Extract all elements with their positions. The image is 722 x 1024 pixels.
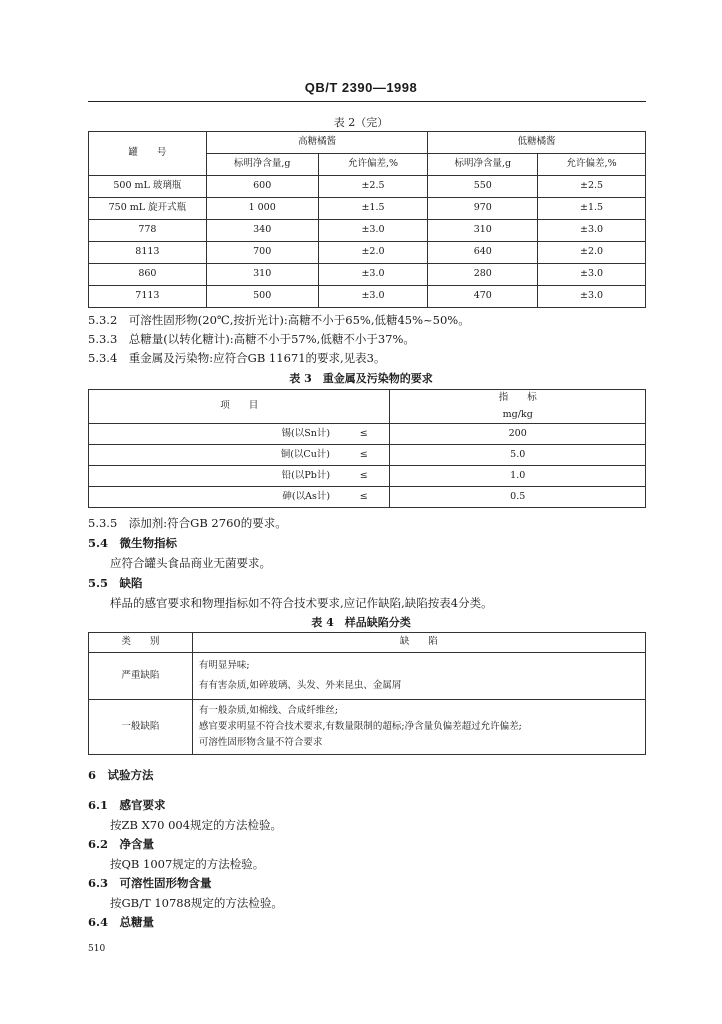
- table-cell: 5.0: [390, 445, 646, 466]
- table-cell: 200: [390, 424, 646, 445]
- table-cell: ±3.0: [318, 286, 428, 308]
- table-4-caption: 表 4 样品缺陷分类: [311, 616, 411, 629]
- table-row: [89, 176, 646, 198]
- table-cell: 0.5: [390, 487, 646, 508]
- clause-number: 5.4: [88, 536, 109, 550]
- table-row: [89, 286, 646, 308]
- clause-title: 缺陷: [119, 576, 143, 590]
- defect-line: 感官要求明显不符合技术要求,有数量限制的超标;净含量负偏差超过允许偏差;: [198, 721, 522, 732]
- table-cell: ≤: [338, 424, 390, 445]
- clause-number: 5.3.3: [88, 332, 118, 346]
- clause-number: 5.3.5: [88, 516, 118, 530]
- table-row: [89, 445, 646, 466]
- clause-number: 6.3: [88, 876, 109, 890]
- table-cell: 严重缺陷: [89, 653, 193, 700]
- clause-5-3-3: [88, 331, 415, 347]
- table-cell: 700: [206, 242, 318, 264]
- clause-number: 5.3.4: [88, 351, 118, 365]
- clause-6-3-heading: [88, 875, 212, 891]
- clause-5-4-heading: [88, 535, 177, 551]
- clause-5-3-2: [88, 312, 470, 328]
- page-number: 510: [88, 944, 106, 954]
- table-cell: 1 000: [206, 198, 318, 220]
- table-2-subheader: 允许偏差,%: [538, 154, 646, 176]
- table-cell: ±3.0: [538, 264, 646, 286]
- table-row: [89, 242, 646, 264]
- table-cell: ±3.0: [538, 220, 646, 242]
- table-cell: ±3.0: [318, 264, 428, 286]
- clause-number: 6: [88, 768, 97, 782]
- table-4: [88, 632, 646, 755]
- table-cell: 8113: [89, 242, 207, 264]
- running-header: QB/T 2390—1998: [304, 80, 418, 95]
- defect-line: 有明显异味;: [198, 660, 250, 671]
- table-cell: [192, 700, 645, 755]
- table-3-header-unit: mg/kg: [390, 407, 646, 424]
- table-cell: ±2.0: [538, 242, 646, 264]
- clause-title: 净含量: [119, 837, 155, 851]
- table-cell: ≤: [338, 466, 390, 487]
- defect-line: 有一般杂质,如棉线、合成纤维丝;: [198, 705, 339, 716]
- table-3-caption: 表 3 重金属及污染物的要求: [289, 372, 433, 385]
- clause-6-1-heading: [88, 797, 166, 813]
- table-cell: 1.0: [390, 466, 646, 487]
- table-3-header-index: 指 标: [390, 390, 646, 407]
- clause-5-3-5: [88, 515, 287, 531]
- table-2-header-can: 罐 号: [89, 132, 207, 176]
- clause-text: 添加剂:符合GB 2760的要求。: [128, 516, 287, 530]
- table-row: [89, 653, 646, 700]
- table-row: [89, 700, 646, 755]
- table-4-header-category: 类 别: [89, 633, 193, 653]
- clause-6-2-body: 按QB 1007规定的方法检验。: [110, 857, 265, 871]
- clause-text: 可溶性固形物(20℃,按折光计):高糖不小于65%,低糖45%~50%。: [128, 313, 470, 327]
- table-row: [89, 220, 646, 242]
- table-row: [89, 424, 646, 445]
- table-3-header-item: 项 目: [89, 390, 390, 424]
- clause-6-3-body: 按GB/T 10788规定的方法检验。: [110, 896, 283, 910]
- clause-6-4-heading: [88, 914, 154, 930]
- clause-title: 试验方法: [107, 768, 154, 782]
- table-cell: 砷(以As计): [89, 487, 339, 508]
- clause-number: 6.4: [88, 915, 109, 929]
- table-cell: 500 mL 玻璃瓶: [89, 176, 207, 198]
- clause-5-4-body: 应符合罐头食品商业无菌要求。: [110, 556, 271, 570]
- table-2: [88, 131, 646, 308]
- table-cell: 600: [206, 176, 318, 198]
- table-cell: ±2.0: [318, 242, 428, 264]
- table-cell: 750 mL 旋开式瓶: [89, 198, 207, 220]
- table-2-subheader: 标明净含量,g: [428, 154, 538, 176]
- clause-5-3-4: [88, 350, 386, 366]
- table-cell: ±3.0: [318, 220, 428, 242]
- clause-6-1-body: 按ZB X70 004规定的方法检验。: [110, 818, 283, 832]
- clause-number: 5.3.2: [88, 313, 118, 327]
- table-cell: 860: [89, 264, 207, 286]
- table-row: [89, 264, 646, 286]
- table-cell: 470: [428, 286, 538, 308]
- table-cell: ±1.5: [318, 198, 428, 220]
- table-cell: 970: [428, 198, 538, 220]
- defect-line: 有有害杂质,如碎玻璃、头发、外来昆虫、金属屑: [198, 680, 402, 691]
- table-cell: 310: [428, 220, 538, 242]
- table-2-subheader: 允许偏差,%: [318, 154, 428, 176]
- table-2-header-high: 高糖橘酱: [206, 132, 428, 154]
- table-2-caption: 表 2（完）: [333, 116, 389, 129]
- table-cell: ±3.0: [538, 286, 646, 308]
- table-cell: ≤: [338, 445, 390, 466]
- clause-text: 总糖量(以转化糖计):高糖不小于57%,低糖不小于37%。: [128, 332, 415, 346]
- table-cell: ±2.5: [538, 176, 646, 198]
- table-row: [89, 487, 646, 508]
- table-cell: 一般缺陷: [89, 700, 193, 755]
- table-2-header-low: 低糖橘酱: [428, 132, 646, 154]
- table-cell: 640: [428, 242, 538, 264]
- table-cell: 锡(以Sn计): [89, 424, 339, 445]
- table-cell: 340: [206, 220, 318, 242]
- table-cell: 310: [206, 264, 318, 286]
- table-cell: ±2.5: [318, 176, 428, 198]
- clause-title: 总糖量: [119, 915, 155, 929]
- clause-text: 重金属及污染物:应符合GB 11671的要求,见表3。: [128, 351, 386, 365]
- clause-number: 5.5: [88, 576, 109, 590]
- clause-title: 感官要求: [119, 798, 166, 812]
- clause-number: 6.2: [88, 837, 109, 851]
- table-4-header-defect: 缺 陷: [192, 633, 645, 653]
- defect-line: 可溶性固形物含量不符合要求: [198, 737, 323, 748]
- clause-5-5-heading: [88, 575, 143, 591]
- table-cell: ≤: [338, 487, 390, 508]
- table-cell: 500: [206, 286, 318, 308]
- clause-6-2-heading: [88, 836, 154, 852]
- clause-title: 微生物指标: [119, 536, 178, 550]
- table-cell: 铅(以Pb计): [89, 466, 339, 487]
- clause-title: 可溶性固形物含量: [119, 876, 212, 890]
- table-cell: 280: [428, 264, 538, 286]
- header-rule: [88, 101, 646, 102]
- table-3: [88, 389, 646, 508]
- clause-5-5-body: 样品的感官要求和物理指标如不符合技术要求,应记作缺陷,缺陷按表4分类。: [110, 596, 493, 610]
- table-2-subheader: 标明净含量,g: [206, 154, 318, 176]
- section-6-heading: [88, 767, 154, 783]
- table-cell: [192, 653, 645, 700]
- table-cell: 7113: [89, 286, 207, 308]
- table-row: [89, 466, 646, 487]
- table-cell: ±1.5: [538, 198, 646, 220]
- table-cell: 550: [428, 176, 538, 198]
- table-row: [89, 198, 646, 220]
- table-cell: 778: [89, 220, 207, 242]
- clause-number: 6.1: [88, 798, 109, 812]
- table-cell: 铜(以Cu计): [89, 445, 339, 466]
